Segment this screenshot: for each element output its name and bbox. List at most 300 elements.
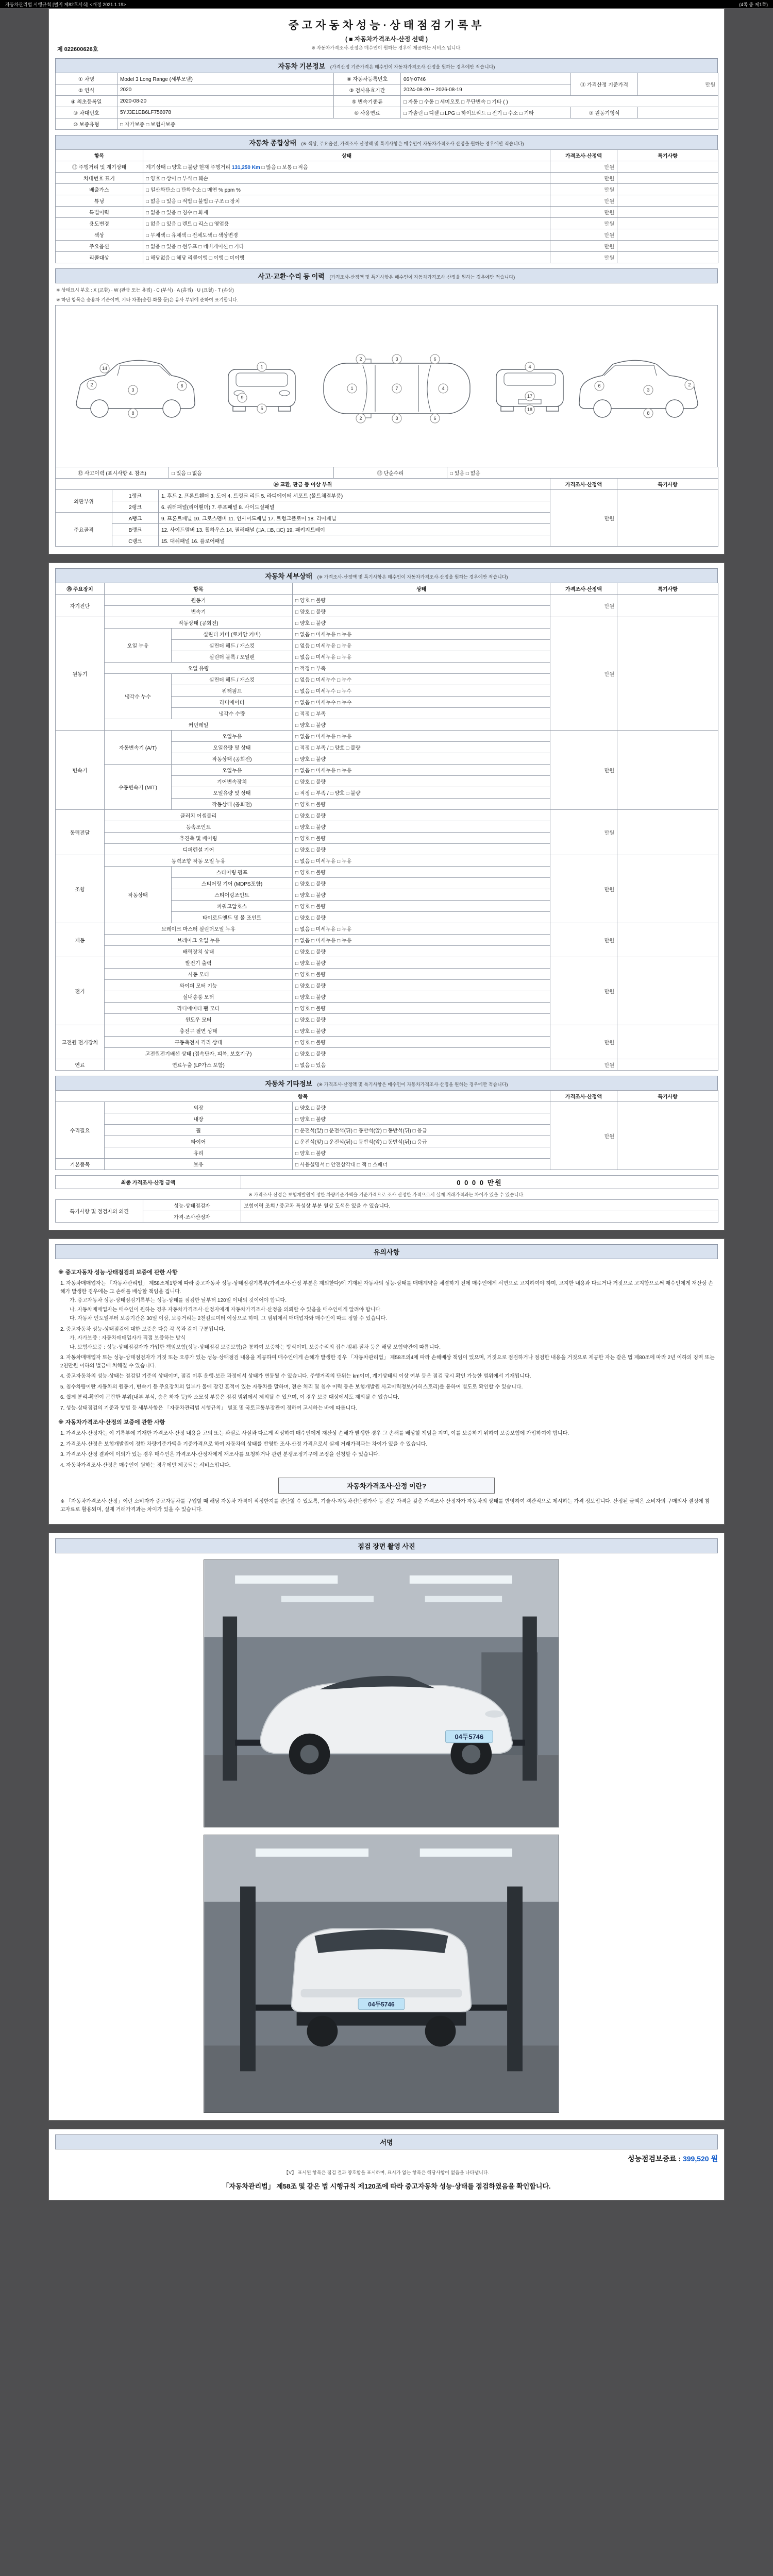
cell: [638, 107, 718, 118]
cell: □ 양호 □ 불량: [293, 821, 550, 833]
photos-band: 점검 장면 촬영 사진: [55, 1538, 718, 1553]
cell: 차대번호 표기: [56, 173, 143, 184]
cell: [617, 810, 718, 855]
overall-note: (※ 색상, 주요옵션, 가격조사·산정액 및 특기사항은 매수인이 자동차가격조사·산정을 원하는 경우에만 적습니다): [301, 141, 524, 146]
photos-card: [48, 1533, 725, 2121]
cell: 만원: [550, 617, 617, 731]
cell: 타이로드엔드 및 볼 조인트: [172, 912, 293, 923]
cell: □ 없음 □ 미세누유 □ 누유: [293, 731, 550, 742]
cell: [617, 1059, 718, 1071]
cell: ⑤ 변속기종류: [334, 96, 401, 107]
cell: 만원: [550, 855, 617, 923]
cell: □ 없음 □ 미세누수 □ 누수: [293, 685, 550, 697]
notice-item: 3. 자동차매매업자 또는 성능·상태점검자가 거짓 또는 오류가 있는 성능·상태점검 내용을 제공하여 매수인에게 손해가 발생한 경우 「자동차관리법」 제58조의4에 따라 손해배상 책임이 있으며, 거짓으로 점검하거나 점검한 내용을 거짓으로 제공한 자는 같은 법 제80조에 따라 2년 이하의 징역 또는 2천만원 이하의 벌금에 처해질 수 있습니다.: [60, 1355, 715, 1369]
cell: ⑫ 사고이력 (표시사항 4. 참조): [56, 467, 169, 479]
cell: 1. 후드 2. 프론트휀더 3. 도어 4. 트렁크 리드 5. 라디에이터 서포트 (볼트체결부품): [159, 490, 550, 501]
diagram-marker-number: 3: [647, 387, 650, 393]
cell: 오일 누유: [105, 629, 172, 663]
accident-title: 사고·교환·수리 등 이력: [258, 273, 325, 280]
cell: ⑧ 자동차등록번호: [334, 73, 401, 84]
cell: □ 양호 □ 불량: [293, 776, 550, 787]
notice-subitem: 다. 자동차 인도일부터 보증기간은 30일 이상, 보증거리는 2천킬로미터 이상으로 하며, 그 범위에서 매매업자와 매수인이 따로 정할 수 있습니다.: [70, 1316, 387, 1322]
price-survey-definition-title: 자동차가격조사·산정 이란?: [278, 1478, 495, 1494]
cell: □ 없음 □ 미세누유 □ 누유: [293, 935, 550, 946]
notice-item: 7. 성능·상태점검의 기준과 방법 등 세부사항은 「자동차관리법 시행규칙」 별표 및 국토교통부장관이 정하여 고시하는 바에 따릅니다.: [60, 1405, 357, 1411]
diagram-marker-number: 8: [647, 411, 650, 416]
cell: 12. 사이드멤버 13. 휠하우스 14. 필러패널 (□A, □B, □C) 19. 패키지트레이: [159, 524, 550, 535]
notices-card: [48, 1239, 725, 1524]
fee-label: 성능점검보증료 :: [627, 2155, 681, 2163]
cell: 스티어링 펌프: [172, 867, 293, 878]
cell: 실린더 커버 (로커암 커버): [172, 629, 293, 640]
cell: 만원: [550, 923, 617, 957]
cell: ② 연식: [56, 84, 117, 96]
cell: □ 적정 □ 부족: [293, 708, 550, 719]
cell: 시동 모터: [105, 969, 293, 980]
cell: □ 양호 □ 불량: [293, 889, 550, 901]
diagram-marker-number: 14: [102, 366, 108, 371]
cell: □ 양호 □ 불량: [293, 1102, 550, 1113]
cell: □ 없음 □ 있음 □ 렌트 □ 리스 □ 영업용: [143, 218, 550, 229]
cell: 전기: [56, 957, 105, 1025]
cell: ⑨ 차대번호: [56, 107, 117, 118]
inspector-opinion-table: [55, 1199, 718, 1223]
cell: □ 양호 □ 불량: [293, 969, 550, 980]
cell: □ 양호 □ 불량: [293, 867, 550, 878]
cell: □ 적정 □ 부족 / □ 양호 □ 불량: [293, 787, 550, 799]
inspection-fee: [628, 2154, 718, 2164]
cell: □ 자가보증 □ 보험사보증: [117, 118, 718, 130]
notice-item: 4. 중고자동차의 성능·상태는 점검일 기준의 상태이며, 점검 이후 운행·보관 과정에서 상태가 변동될 수 있습니다. 주행거리의 단위는 km이며, 계기상태의 이상 여부 등은 점검 당시 확인 가능한 범위에서 기재됩니다.: [60, 1374, 531, 1380]
cell: □ 양호 □ 불량: [293, 1048, 550, 1059]
cell: □ 없음 □ 있음 □ 침수 □ 화재: [143, 207, 550, 218]
cell: 리콜대상: [56, 252, 143, 263]
cell: 주요골격: [56, 513, 112, 547]
cell: [617, 1025, 718, 1059]
overall-title: 자동차 종합상태: [249, 139, 296, 147]
cell: 특기사항: [617, 150, 718, 161]
form-reference: 자동차관리법 시행규칙 [별지 제82호서식] <개정 2021.1.19>: [5, 2, 126, 7]
cell: 2024-08-20 ~ 2026-08-19: [401, 84, 571, 96]
cell: [617, 184, 718, 195]
signature-band: 서명: [55, 2134, 718, 2149]
garage-ceiling: [204, 1835, 558, 1902]
signature-card: [48, 2129, 725, 2200]
cell: ⑪ 가격산정 기준가격: [571, 73, 638, 96]
cell: 만원: [550, 1059, 617, 1071]
cell: 작동상태: [105, 867, 172, 923]
top-strip: [0, 0, 773, 8]
cell: 가격조사·산정액: [550, 1091, 617, 1102]
cell: 타이어: [105, 1136, 293, 1147]
cell: [617, 617, 718, 731]
cell: 냉각수 누수: [105, 674, 172, 719]
garage-floor: [204, 2046, 558, 2113]
detail-band: [55, 568, 718, 583]
cell: [617, 173, 718, 184]
cell: □ 양호 □ 불량: [293, 1113, 550, 1125]
cell: 만원: [638, 73, 718, 96]
cell: [617, 957, 718, 1025]
cell: □ 없음 □ 있음: [293, 1059, 550, 1071]
cell: □ 양호 □ 불량: [293, 719, 550, 731]
cell: 만원: [550, 207, 617, 218]
cell: 만원: [550, 184, 617, 195]
cell: 고전원 전기장치: [56, 1025, 105, 1059]
notice-item: 5. 침수차량이란 자동차의 원동기, 변속기 등 주요장치의 일부가 물에 잠긴 흔적이 있는 자동차를 말하며, 전손 처리 및 침수 이력 등은 보험개발원 사고이력정보(카히스토리)를 통하여 별도로 확인할 수 있습니다.: [60, 1384, 523, 1390]
cell: ⑫ 주행거리 및 계기상태: [56, 161, 143, 173]
accident-history-table: [55, 467, 718, 479]
inspection-photo-front: [204, 1560, 559, 1827]
cell: □ 양호 □ 불량: [293, 901, 550, 912]
basic-info-band: [55, 58, 718, 73]
cell: Model 3 Long Range (세부모델): [117, 73, 334, 84]
cell: 충전구 절연 상태: [105, 1025, 293, 1037]
cell: □ 양호 □ 불량: [293, 1037, 550, 1048]
cell: [617, 490, 718, 547]
cell: 성능·상태점검자: [143, 1200, 241, 1211]
cell: □ 양호 □ 불량: [293, 1025, 550, 1037]
cell: 구동축전지 격리 상태: [105, 1037, 293, 1048]
cell: 항목: [56, 1091, 550, 1102]
cell: 브레이크 마스터 실린더오일 누유: [105, 923, 293, 935]
fee-value: 399,520 원: [682, 2155, 718, 2163]
notice-item: 1. 가격조사·산정자는 이 기록부에 기재한 가격조사·산정 내용을 고의 또는 과실로 사실과 다르게 작성하여 매수인에게 재산상 손해가 발생한 경우 그 손해를 배상할 책임을 지며, 이를 보증하기 위하여 보증보험에 가입하여야 합니다.: [60, 1431, 569, 1437]
cell: 만원: [550, 161, 617, 173]
signature-statement: 「자동차관리법」 제58조 및 같은 법 시행규칙 제120조에 따라 중고자동차 성능·상태를 점검하였음을 확인합니다.: [222, 2182, 551, 2191]
cell: 5YJ3E1EB6LF756078: [117, 107, 334, 118]
detail-note: (※ 가격조사·산정액 및 특기사항은 매수인이 자동차가격조사·산정을 원하는 경우에만 적습니다): [317, 574, 508, 580]
cell: 변속기: [56, 731, 105, 810]
cell: 동력조향 작동 오일 누유: [105, 855, 293, 867]
document-header: [55, 14, 718, 53]
cell: 연료: [56, 1059, 105, 1071]
cell: 브레이크 오일 누유: [105, 935, 293, 946]
cell: 스티어링 기어 (MDPS포함): [172, 878, 293, 889]
cell: □ 없음 □ 미세누수 □ 누수: [293, 697, 550, 708]
cell: 2020-08-20: [117, 96, 334, 107]
cell: 상태: [143, 150, 550, 161]
cell: 9. 프론트패널 10. 크로스멤버 11. 인사이드패널 17. 트렁크플로어 18. 리어패널: [159, 513, 550, 524]
diagram-marker-number: 2: [359, 416, 362, 421]
main-form-card: [48, 8, 725, 554]
cell: 특별이력: [56, 207, 143, 218]
diagram-marker-number: 3: [395, 357, 398, 362]
notice-item: 4. 자동차가격조사·산정은 매수인이 원하는 경우에만 제공되는 서비스입니다.: [60, 1462, 231, 1468]
cell: □ 운전석(앞) □ 운전석(뒤) □ 동반석(앞) □ 동반석(뒤) □ 응급: [293, 1136, 550, 1147]
notice-item: 6. 쉽게 분리·확인이 곤란한 부위(내부 부식, 숨은 하자 등)와 소모성 부품은 점검 범위에서 제외될 수 있으며, 이 경우 보증 대상에서도 제외될 수 있습니다.: [60, 1395, 399, 1401]
cell: [617, 218, 718, 229]
cell: □ 양호 □ 불량: [293, 946, 550, 957]
cell: 보험이력 조회 / 중고차 특성상 부분 원상 도색은 있을 수 있습니다.: [241, 1200, 718, 1211]
cell: 실린더 블록 / 오일팬: [172, 651, 293, 663]
cell: □ 자동 □ 수동 □ 세미오토 □ 무단변속 □ 기타 ( ): [401, 96, 718, 107]
cell: [617, 923, 718, 957]
cell: □ 없음 □ 미세누유 □ 누유: [293, 640, 550, 651]
price-survey-note: ※ 자동차가격조사·산정은 매수인이 원하는 경우에 제공하는 서비스 입니다.: [311, 45, 462, 50]
cell: □ 양호 □ 불량: [293, 1147, 550, 1159]
cell: 주요옵션: [56, 241, 143, 252]
cell: 자기진단: [56, 595, 105, 617]
cell: ⑩ 보증유형: [56, 118, 117, 130]
diagram-marker-number: 2: [359, 357, 362, 362]
cell: [241, 1211, 718, 1223]
cell: □ 없음 □ 미세누유 □ 누유: [293, 765, 550, 776]
cell: 실내송풍 모터: [105, 991, 293, 1003]
cell: 라디에이터: [172, 697, 293, 708]
cell: 등속조인트: [105, 821, 293, 833]
cell: 만원: [550, 241, 617, 252]
cell: □ 없음 □ 미세누유 □ 누유: [293, 923, 550, 935]
notice-heading: ※ 자동차가격조사·산정의 보증에 관한 사항: [58, 1419, 165, 1426]
cell: 수리필요: [56, 1102, 105, 1159]
cell: [617, 731, 718, 810]
cell: 가격조사·산정액: [550, 583, 617, 595]
overall-band: [55, 135, 718, 150]
cell: 오일 유량: [105, 663, 293, 674]
cell: ④ 최초등록일: [56, 96, 117, 107]
cell: ⑬ 단순수리: [334, 467, 447, 479]
cell: 작동상태 (공회전): [172, 799, 293, 810]
notices-content: [55, 1259, 718, 1469]
cell: 실린더 헤드 / 개스킷: [172, 640, 293, 651]
cell: ③ 검사유효기간: [334, 84, 401, 96]
cell: 추진축 및 베어링: [105, 833, 293, 844]
cell: 윈도우 모터: [105, 1014, 293, 1025]
cell: 용도변경: [56, 218, 143, 229]
cell: 동력전달: [56, 810, 105, 855]
cell: 고전원전기배선 상태 (접속단자, 피복, 보호기구): [105, 1048, 293, 1059]
fee-row: [55, 2154, 718, 2164]
cell: 2랭크: [112, 501, 159, 513]
cell: □ 양호 □ 불량: [293, 844, 550, 855]
etc-info-table: [55, 1090, 718, 1170]
notices-band: 유의사항: [55, 1244, 718, 1259]
cell: C랭크: [112, 535, 159, 547]
cell: □ 없음 □ 미세누유 □ 누유: [293, 855, 550, 867]
cell: 커먼레일: [105, 719, 293, 731]
price-survey-definition-text: ※ 「자동차가격조사·산정」이란 소비자가 중고자동차를 구입할 때 해당 자동차 가격이 적정한지를 판단할 수 있도록, 기술사·자동차진단평가사 등 전문 자격을 갖춘 가격조사·산정자가 자동차의 상태를 반영하여 객관적으로 제시하는 가격 정보입니다. 산정된 금액은 소비자의 구매의사 결정에 참고자료로 활용되며, 실제 거래가격과는 차이가 있을 수 있습니다.: [60, 1499, 710, 1513]
basic-info-table: [55, 73, 718, 130]
cell: 특기사항: [617, 479, 718, 490]
etc-note: (※ 가격조사·산정액 및 특기사항은 매수인이 자동차가격조사·산정을 원하는 경우에만 적습니다): [317, 1082, 508, 1087]
diagram-marker-number: 17: [527, 394, 533, 399]
cell: 외장: [105, 1102, 293, 1113]
cell: 기어변속장치: [172, 776, 293, 787]
cell: □ 양호 □ 불량: [293, 1003, 550, 1014]
cell: 만원: [550, 218, 617, 229]
notice-subitem: 가. 중고자동차 성능·상태점검기록부는 성능·상태를 점검한 날부터 120일 이내의 것이어야 합니다.: [70, 1298, 287, 1304]
cell: [617, 595, 718, 617]
document-number: 제 022600626호: [57, 46, 98, 53]
cell: □ 있음 □ 없음: [447, 467, 718, 479]
lift-post-right: [523, 1617, 537, 1781]
notice-subitem: 나. 자동차매매업자는 매수인이 원하는 경우 자동차가격조사·산정자에게 자동차가격조사·산정을 의뢰할 수 있음을 매수인에게 알려야 합니다.: [70, 1307, 382, 1313]
notice-heading: ※ 중고자동차 성능·상태점검의 보증에 관한 사항: [58, 1269, 178, 1276]
cell: 외판부위: [56, 490, 112, 513]
cell: 자동변속기 (A/T): [105, 731, 172, 765]
basic-info-title: 자동차 기본정보: [278, 62, 326, 70]
cell: 실린더 헤드 / 개스킷: [172, 674, 293, 685]
cell: 와이퍼 모터 기능: [105, 980, 293, 991]
cell: 변속기: [105, 606, 293, 617]
diagram-marker-number: 3: [131, 387, 135, 393]
diagram-marker-number: 6: [433, 416, 436, 421]
cell: 15. 대쉬패널 16. 플로어패널: [159, 535, 550, 547]
cell: 원동기: [105, 595, 293, 606]
cell: 항목: [105, 583, 293, 595]
detail-form-card: [48, 563, 725, 1230]
cell: □ 없음 □ 미세누수 □ 누수: [293, 674, 550, 685]
cell: 제동: [56, 923, 105, 957]
cell: □ 없음 □ 미세누유 □ 누유: [293, 629, 550, 640]
cell: 기본품목: [56, 1159, 105, 1170]
cell: 특기사항 및 점검자의 의견: [56, 1200, 143, 1223]
overall-status-table: [55, 149, 718, 263]
cell: □ 양호 □ 불량: [293, 595, 550, 606]
diagram-marker-number: 2: [688, 382, 691, 387]
cell: 조향: [56, 855, 105, 923]
signature-note: 【V】 표시된 항목은 점검 결과 양호함을 표시하며, 표시가 없는 항목은 해당사항이 없음을 나타냅니다.: [283, 2170, 490, 2176]
cell: 파워고압호스: [172, 901, 293, 912]
cell: [617, 229, 718, 241]
accident-note: (가격조사·산정액 및 특기사항은 매수인이 자동차가격조사·산정을 원하는 경우에만 적습니다): [329, 275, 515, 280]
garage-ceiling: [204, 1560, 558, 1637]
notice-item: 1. 자동차매매업자는 「자동차관리법」 제58조제1항에 따라 중고자동차 성능·상태점검기록부(가격조사·산정 부분은 제외한다)에 기재된 자동차의 성능·상태를 매매계약을 체결하기 전에 매수인에게 서면으로 고지하여야 하며, 고지한 내용과 다르거나 거짓으로 고지함으로써 매수인에게 재산상 손해가 발생한 경우에는 그 손해를 배상할 책임을 집니다.: [60, 1281, 713, 1295]
cell: □ 무채색 □ 유채색 □ 전체도색 □ 색상변경: [143, 229, 550, 241]
cell: 1랭크: [112, 490, 159, 501]
cell: 오일누유: [172, 731, 293, 742]
cell: 튜닝: [56, 195, 143, 207]
license-plate-text: 04두5746: [455, 1733, 484, 1741]
cell: 가격조사·산정액: [550, 150, 617, 161]
cell: 냉각수 수량: [172, 708, 293, 719]
notice-item: 2. 중고자동차 성능·상태점검에 대한 보증은 다음 각 목과 같이 구분됩니다.: [60, 1326, 225, 1332]
cell: [617, 207, 718, 218]
garage-floor: [204, 1755, 558, 1827]
diagram-marker-number: 4: [528, 364, 531, 369]
photo-list: [204, 1560, 569, 2113]
diagram-marker-number: 6: [433, 357, 436, 362]
cell: 특기사항: [617, 1091, 718, 1102]
cell: 오일유량 및 상태: [172, 742, 293, 753]
exchange-repair-parts-table: [55, 478, 718, 547]
diagram-marker-number: 3: [395, 416, 398, 421]
cell: 색상: [56, 229, 143, 241]
cell: 최종 가격조사·산정 금액: [56, 1176, 241, 1189]
cell: A랭크: [112, 513, 159, 524]
cell: 워터펌프: [172, 685, 293, 697]
diagram-marker-number: 2: [90, 382, 93, 387]
cell: [617, 855, 718, 923]
cell: 디퍼렌셜 기어: [105, 844, 293, 855]
cell: 0 0 0 0 만원: [241, 1176, 718, 1189]
cell: 보유: [105, 1159, 293, 1170]
cell: 만원: [550, 1025, 617, 1059]
cell: 만원: [550, 1102, 617, 1170]
cell: 발전기 출력: [105, 957, 293, 969]
cell: 연료누출 (LP가스 포함): [105, 1059, 293, 1071]
notice-subitem: 나. 보험사보증 : 성능·상태점검자가 가입한 책임보험(성능·상태점검 보증보험)을 통하여 보증하는 방식이며, 보증수리의 접수·범위·절차 등은 해당 보험약관에 따릅니다.: [70, 1344, 441, 1350]
cell: 만원: [550, 731, 617, 810]
cell: □ 사용설명서 □ 안전삼각대 □ 잭 □ 스패너: [293, 1159, 550, 1170]
cell: □ 없음 □ 있음 □ 적법 □ 불법 □ 구조 □ 장치: [143, 195, 550, 207]
cell: [617, 1102, 718, 1170]
cell: □ 양호 □ 불량: [293, 753, 550, 765]
diagram-marker-number: 1: [350, 386, 354, 391]
cell: 클러치 어셈블리: [105, 810, 293, 821]
cell: 수동변속기 (M/T): [105, 765, 172, 810]
notice-item: 3. 가격조사·산정 결과에 이의가 있는 경우 매수인은 가격조사·산정자에게 재조사를 요청하거나 관련 분쟁조정기구에 조정을 신청할 수 있습니다.: [60, 1452, 380, 1458]
cell: 계기상태 □ 양호 □ 불량 현재 주행거리 131,250 Km □ 많음 □ 보통 □ 적음: [143, 161, 550, 173]
diagram-marker-number: 4: [442, 386, 445, 391]
diagram-marker-number: 8: [131, 411, 135, 416]
lift-post-left: [240, 1887, 256, 2072]
cell: 만원: [550, 490, 617, 547]
lift-post-right: [507, 1887, 523, 2072]
cell: 06두0746: [401, 73, 571, 84]
cell: 상태: [293, 583, 550, 595]
cell: 가격조사·산정액: [550, 479, 617, 490]
cell: 스티어링조인트: [172, 889, 293, 901]
cell: 만원: [550, 173, 617, 184]
cell: □ 양호 □ 불량: [293, 957, 550, 969]
detail-title: 자동차 세부상태: [265, 572, 312, 580]
cell: 작동상태 (공회전): [105, 617, 293, 629]
cell: □ 적정 □ 부족 / □ 양호 □ 불량: [293, 742, 550, 753]
cell: 항목: [56, 150, 143, 161]
cell: □ 양호 □ 불량: [293, 878, 550, 889]
cell: □ 양호 □ 불량: [293, 833, 550, 844]
vehicle-type-legend: ※ 하단 항목은 승용차 기준이며, 기타 차종(승합·화물 등)은 유사 부위에 준하여 표기합니다.: [56, 297, 239, 302]
diagram-marker-number: 1: [260, 364, 263, 369]
cell: [617, 241, 718, 252]
cell: □ 없음 □ 미세누유 □ 누유: [293, 651, 550, 663]
cell: [617, 161, 718, 173]
cell: □ 해당없음 □ 해당 리콜이행 □ 이행 □ 미이행: [143, 252, 550, 263]
cell: 만원: [550, 195, 617, 207]
cell: □ 일산화탄소 □ 탄화수소 □ 매연 % ppm %: [143, 184, 550, 195]
etc-band: [55, 1076, 718, 1091]
cell: 만원: [550, 252, 617, 263]
cell: 6. 쿼터패널(리어휀더) 7. 루프패널 8. 사이드실패널: [159, 501, 550, 513]
cell: ⑦ 원동기형식: [571, 107, 638, 118]
cell: 만원: [550, 810, 617, 855]
cell: 오일유량 및 상태: [172, 787, 293, 799]
accident-band: [55, 268, 718, 283]
cell: □ 양호 □ 불량: [293, 799, 550, 810]
cell: ⑮ 주요장치: [56, 583, 105, 595]
cell: 라디에이터 팬 모터: [105, 1003, 293, 1014]
diagram-marker-number: 9: [241, 395, 244, 400]
cell: ① 차명: [56, 73, 117, 84]
cell: □ 양호 □ 불량: [293, 980, 550, 991]
cell: B랭크: [112, 524, 159, 535]
page-indicator: (4쪽 중 제1쪽): [739, 2, 768, 7]
state-code-legend: ※ 상태표시 부호 : X (교환) · W (판금 또는 용접) · C (부식) · A (흠집) · U (요철) · T (손상): [56, 287, 234, 293]
car-diagram-box: [55, 305, 718, 467]
cell: □ 가솔린 □ 디젤 □ LPG □ 하이브리드 □ 전기 □ 수소 □ 기타: [401, 107, 571, 118]
final-price-note: ※ 가격조사·산정은 보험개발원이 정한 차량기준가액을 기준가격으로 조사·산정한 가격으로서 실제 거래가격과는 차이가 있을 수 있습니다.: [248, 1192, 525, 1197]
cell: 작동상태 (공회전): [172, 753, 293, 765]
cell: 원동기: [56, 617, 105, 731]
cell: □ 적정 □ 부족: [293, 663, 550, 674]
cell: 오일누유: [172, 765, 293, 776]
diagram-marker-number: 5: [260, 406, 263, 411]
cell: 내장: [105, 1113, 293, 1125]
cell: □ 양호 □ 불량: [293, 810, 550, 821]
cell: □ 양호 □ 불량: [293, 1014, 550, 1025]
